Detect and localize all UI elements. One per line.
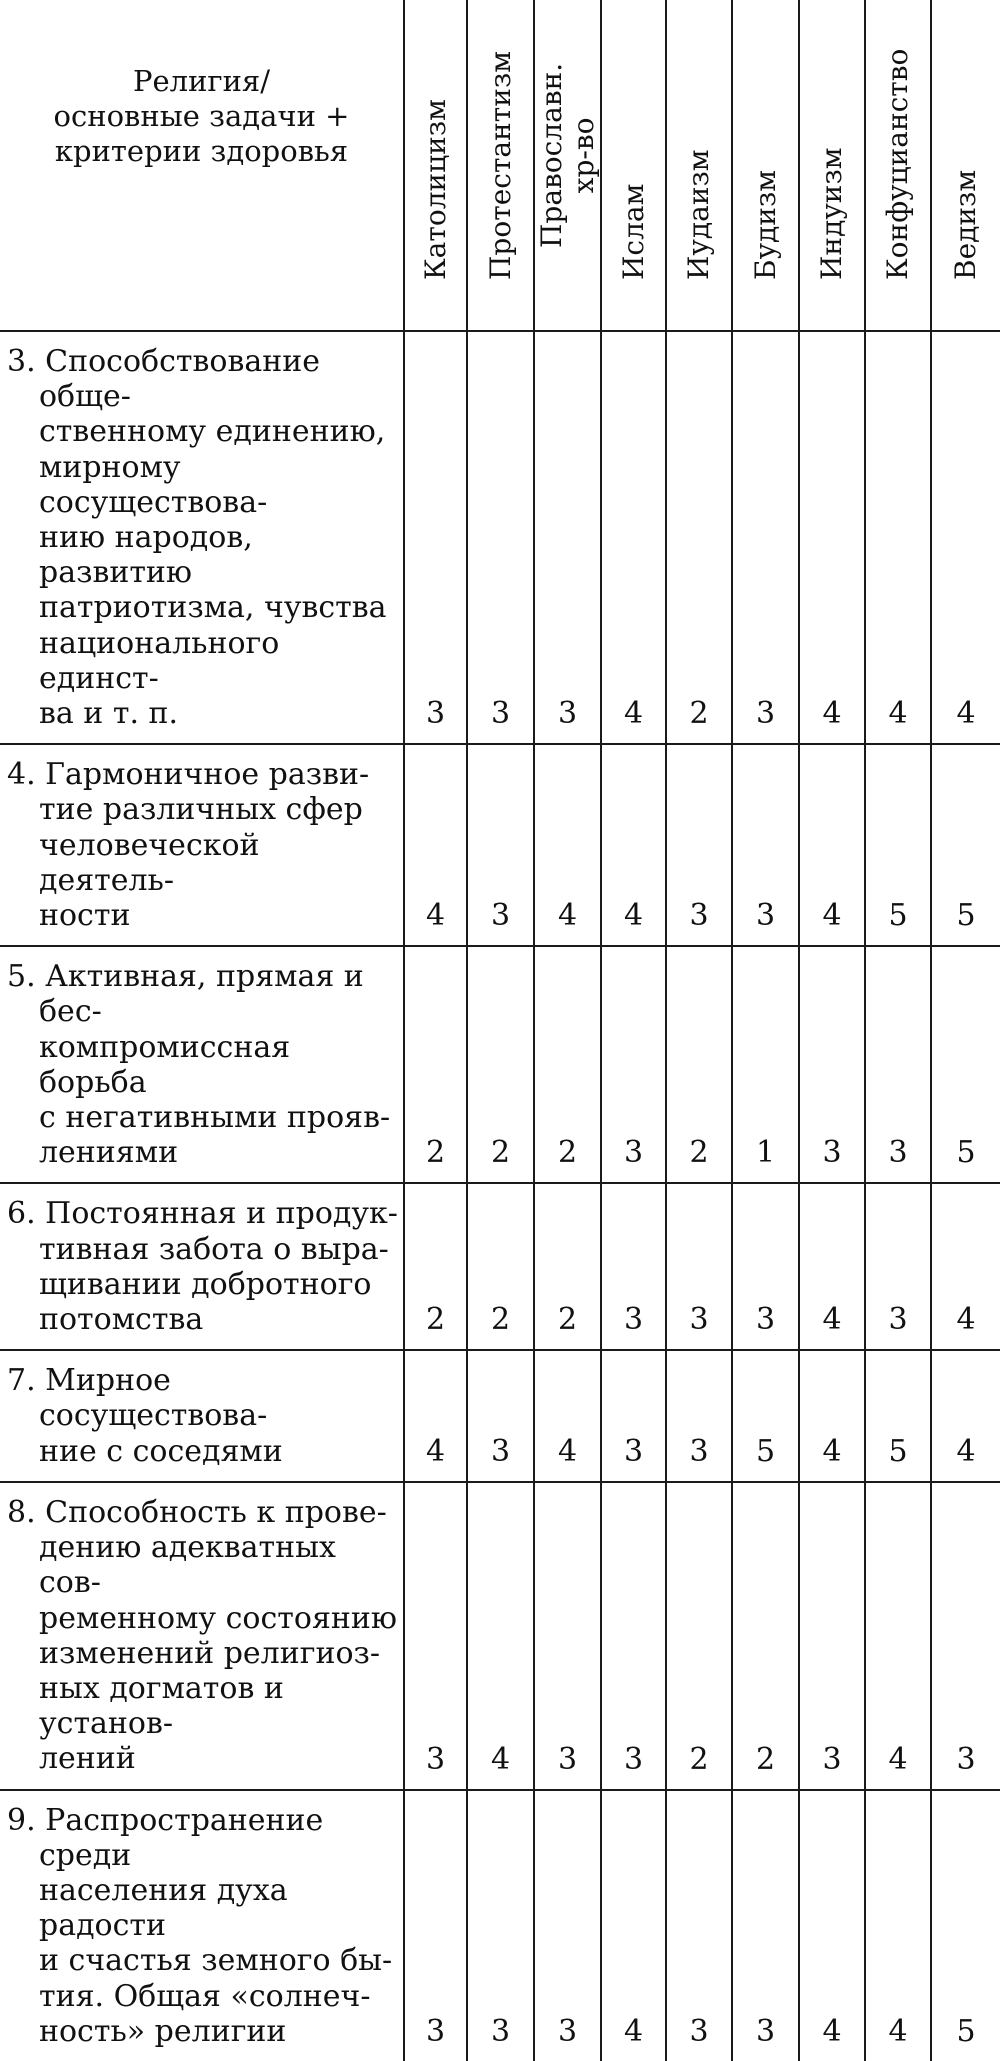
score-cell: 3 (534, 1790, 601, 2061)
score-cell: 3 (601, 1183, 666, 1350)
col-header-catholicism (404, 0, 467, 331)
score-cell: 3 (601, 1350, 666, 1482)
col-header-confucianism (865, 0, 931, 331)
score-cell: 3 (601, 946, 666, 1183)
col-header-islam (601, 0, 666, 331)
header-row (0, 0, 1000, 331)
score-cell: 3 (666, 744, 732, 946)
score-cell: 3 (865, 946, 931, 1183)
score-cell: 4 (601, 1790, 666, 2061)
score-cell: 4 (404, 744, 467, 946)
criterion-cell (0, 1183, 404, 1350)
col-header-hinduism (799, 0, 865, 331)
score-cell: 3 (425, 2013, 446, 2049)
score-cell: 3 (666, 1790, 732, 2061)
score-cell: 3 (732, 331, 799, 744)
score-cell: 2 (404, 1183, 467, 1350)
score-cell: 5 (865, 744, 931, 946)
table-row (0, 1790, 1000, 2061)
criterion-cell (0, 1350, 404, 1482)
col-header-protestantism (467, 0, 534, 331)
col-label: Будизм (748, 169, 782, 280)
criterion-cell (0, 1482, 404, 1790)
score-cell: 3 (799, 946, 865, 1183)
score-cell: 1 (732, 946, 799, 1183)
score-cell: 2 (404, 946, 467, 1183)
score-cell: 2 (666, 946, 732, 1183)
score-cell: 4 (865, 1790, 931, 2061)
table-row (0, 1350, 1000, 1482)
score-cell: 3 (534, 1482, 601, 1790)
score-cell: 4 (931, 1350, 1000, 1482)
score-cell: 4 (799, 744, 865, 946)
score-cell: 4 (799, 1790, 865, 2061)
score-cell: 2 (534, 1183, 601, 1350)
score-cell: 4 (534, 744, 601, 946)
score-cell: 3 (799, 1482, 865, 1790)
criterion-cell (0, 946, 404, 1183)
score-cell: 3 (534, 331, 601, 744)
score-cell: 2 (467, 946, 534, 1183)
col-header-vedism (931, 0, 1000, 331)
score-cell: 3 (666, 1350, 732, 1482)
score-cell: 4 (799, 331, 865, 744)
score-cell: 5 (931, 1790, 1000, 2061)
score-cell: 4 (931, 1183, 1000, 1350)
score-cell: 4 (601, 744, 666, 946)
criterion-text: 3. Способствование обще- ственному единению, мирному сосуществова- нию народов, развитию патриотизма, чувства национального единст- ва и т. п. (7, 344, 387, 732)
score-cell: 2 (666, 1482, 732, 1790)
score-cell: 5 (732, 1350, 799, 1482)
table-row (0, 1183, 1000, 1350)
score-cell: 3 (404, 1482, 467, 1790)
header-label-text: Религия/ основные задачи + критерии здоровья (53, 64, 350, 168)
table-row (0, 946, 1000, 1183)
col-label: Конфуцианство (881, 48, 914, 280)
score-cell: 4 (865, 1482, 931, 1790)
score-cell: 3 (467, 1350, 534, 1482)
score-cell: 5 (865, 1350, 931, 1482)
criterion-cell (0, 1790, 404, 2061)
criterion-cell (0, 744, 404, 946)
criterion-cell (0, 331, 404, 744)
score-cell: 3 (865, 1183, 931, 1350)
score-cell: 3 (732, 744, 799, 946)
score-cell: 4 (799, 1183, 865, 1350)
score-cell: 3 (467, 331, 534, 744)
criterion-text: 6. Постоянная и продук- тивная забота о выра- щивании добротного потомства (7, 1196, 398, 1338)
criterion-text: 8. Способность к прове- дению адекватных сов- ременному состоянию изменений религиоз- ных догматов и установ- лений (7, 1494, 397, 1777)
col-header-orthodoxy (534, 0, 601, 331)
col-label: Ислам (616, 183, 650, 280)
score-cell: 3 (404, 331, 467, 744)
score-cell: 2 (467, 1183, 534, 1350)
criterion-text: 9. Распространение среди населения духа радости и счастья земного бы- тия. Общая «солнеч- ность» религии (7, 1802, 393, 2049)
table-row (0, 1482, 1000, 1790)
score-cell: 4 (534, 1350, 601, 1482)
col-header-buddhism (732, 0, 799, 331)
score-cell: 3 (666, 1183, 732, 1350)
table-row (0, 744, 1000, 946)
score-cell: 3 (732, 1183, 799, 1350)
score-cell: 3 (467, 1790, 534, 2061)
score-cell: 4 (601, 331, 666, 744)
score-cell: 3 (931, 1482, 1000, 1790)
col-label: Иудаизм (682, 149, 715, 280)
score-cell: 5 (931, 946, 1000, 1183)
score-cell: 4 (931, 331, 1000, 744)
table-row (0, 331, 1000, 744)
score-cell: 2 (666, 331, 732, 744)
score-cell: 3 (601, 1482, 666, 1790)
criterion-text: 4. Гармоничное разви- тие различных сфер человеческой деятель- ности (7, 757, 370, 934)
score-cell: 4 (865, 331, 931, 744)
col-label: Ведизм (949, 169, 982, 280)
score-cell: 3 (732, 1790, 799, 2061)
score-cell: 2 (732, 1482, 799, 1790)
col-label: Католицизм (418, 99, 452, 280)
score-cell: 4 (799, 1350, 865, 1482)
score-cell: 5 (931, 744, 1000, 946)
header-label (0, 0, 404, 331)
criterion-text: 7. Мирное сосуществова- ние с соседями (7, 1363, 283, 1469)
criterion-text: 5. Активная, прямая и бес- компромиссная борьба с негативными прояв- лениями (7, 959, 391, 1171)
score-cell: 3 (467, 744, 534, 946)
score-cell: 4 (404, 1350, 467, 1482)
score-cell: 4 (467, 1482, 534, 1790)
col-label: Протестантизм (483, 51, 517, 280)
score-cell: 2 (534, 946, 601, 1183)
col-label: Православн. хр-во (534, 62, 600, 248)
col-label: Индуизм (815, 147, 848, 280)
col-header-judaism (666, 0, 732, 331)
